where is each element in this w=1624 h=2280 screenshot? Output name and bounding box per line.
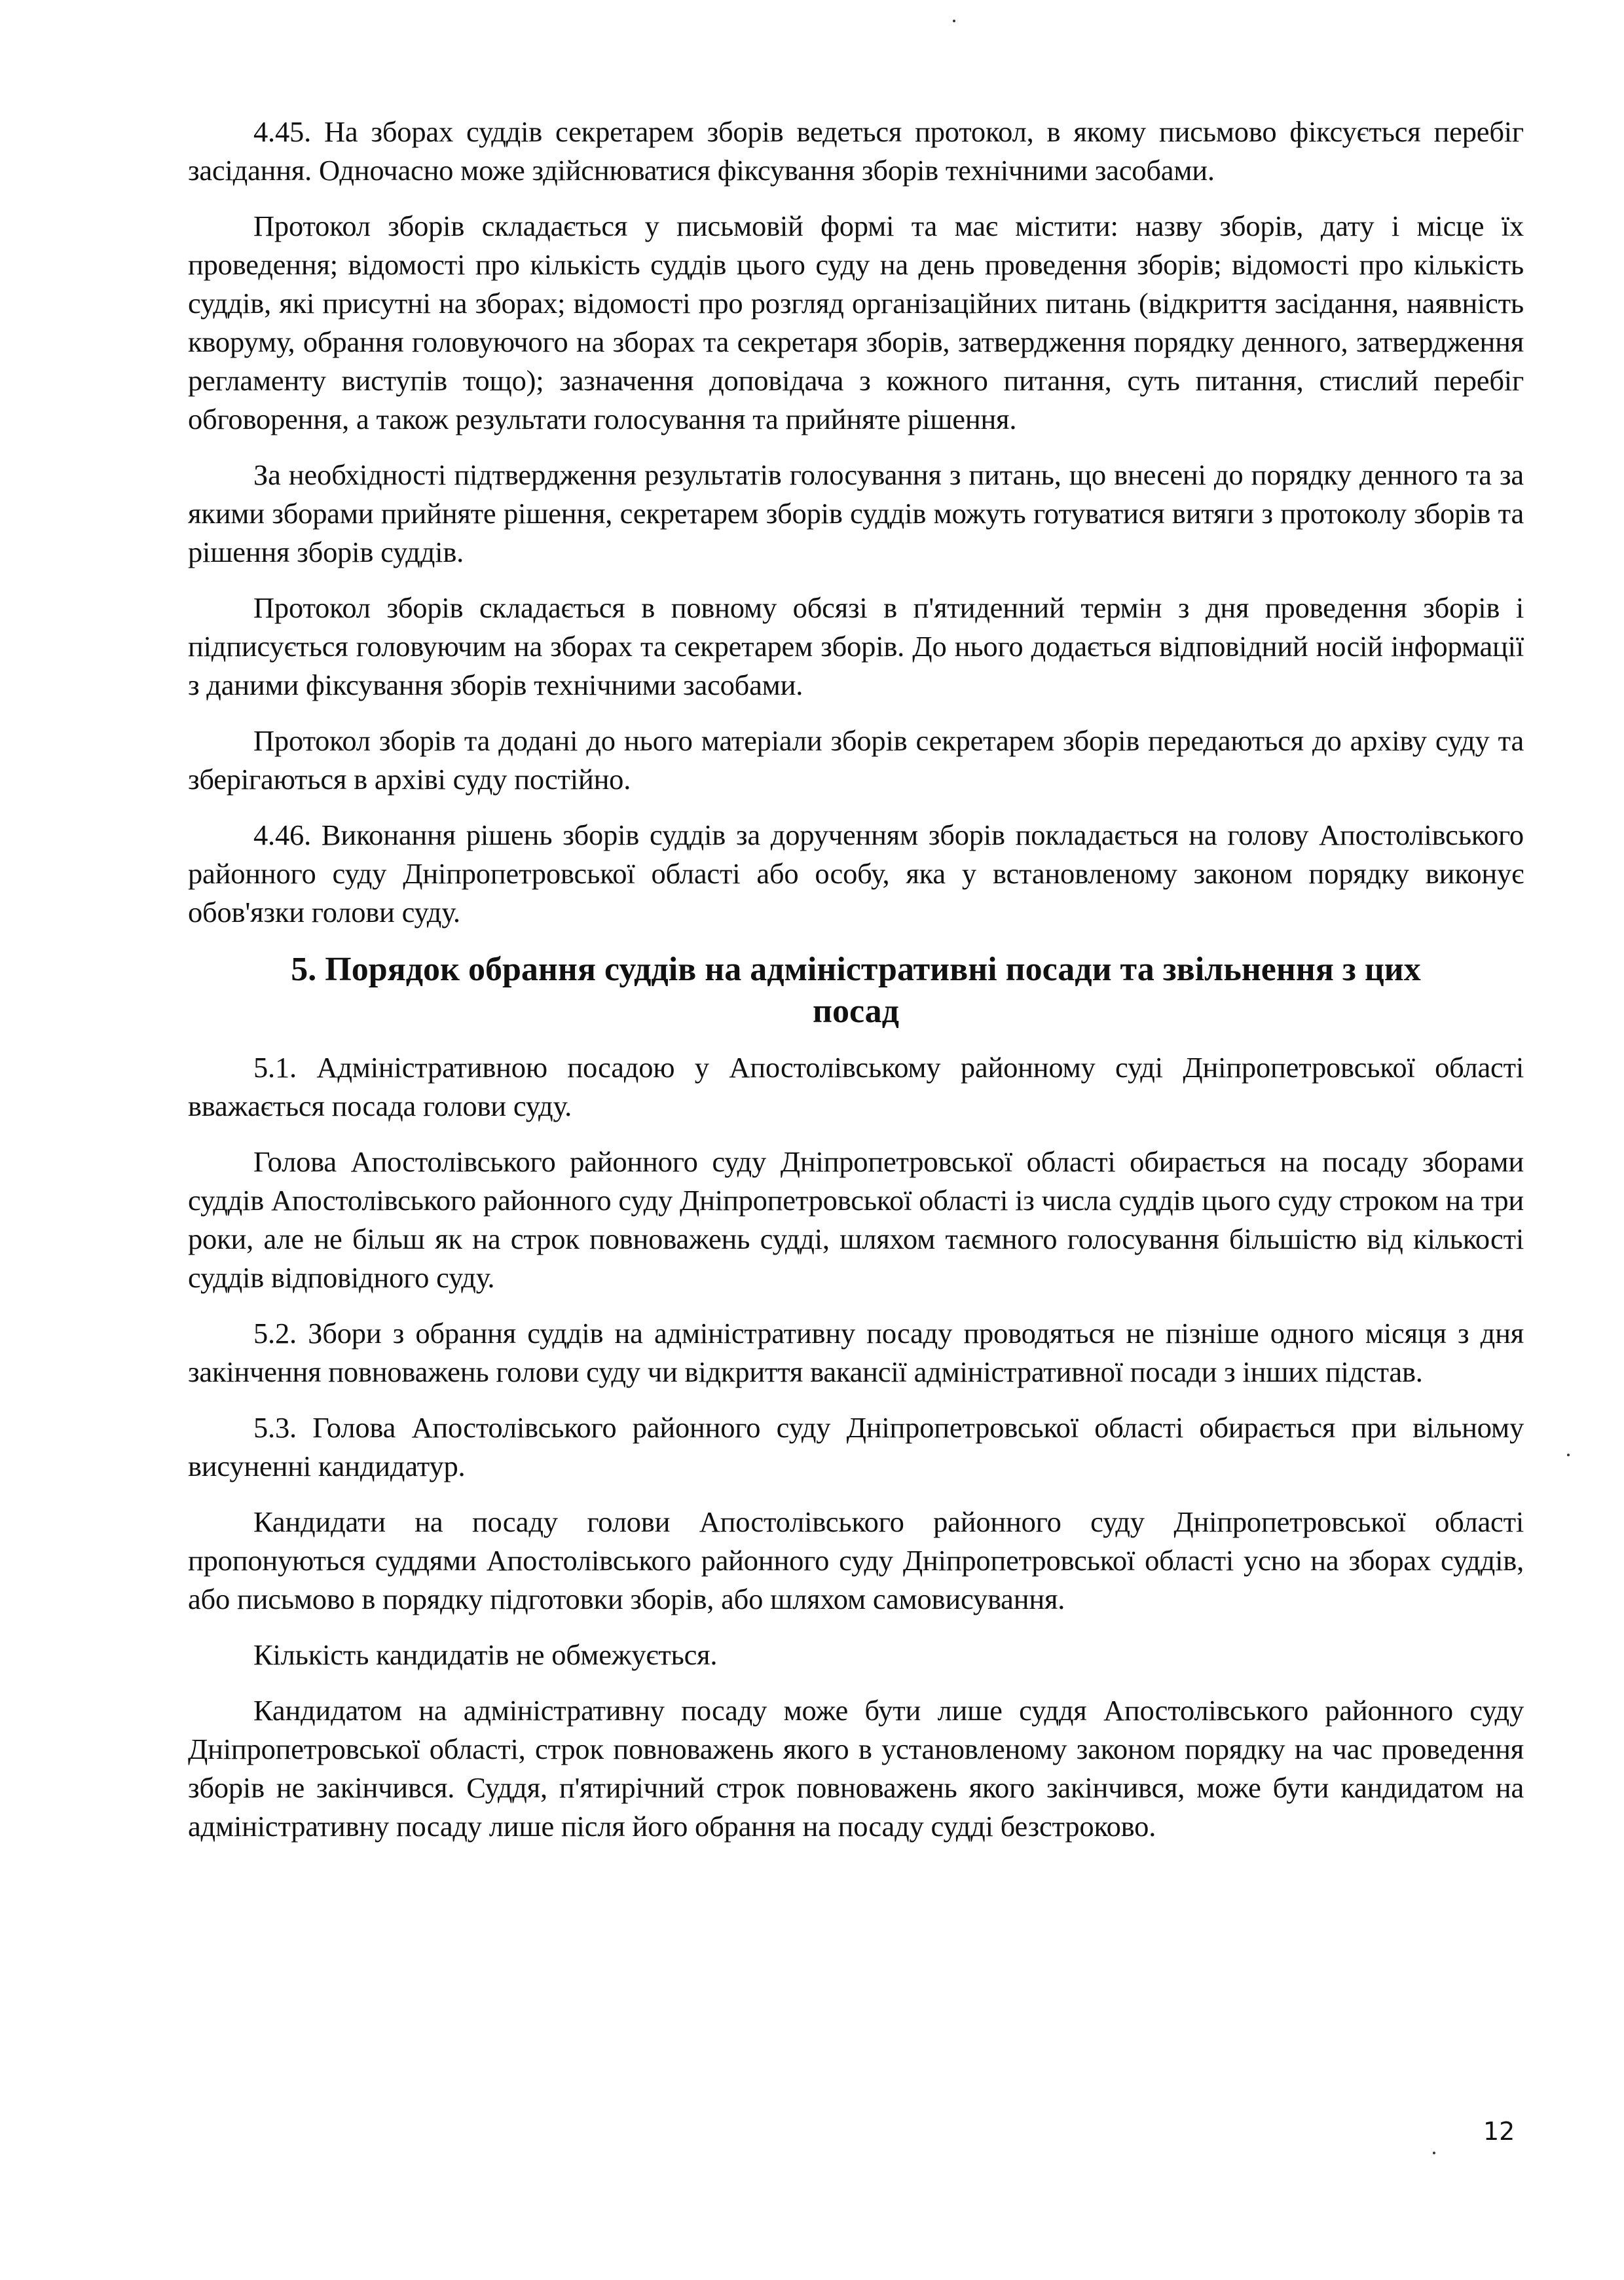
paragraph-5-3: 5.3. Голова Апостолівського районного суду Дніпропетровської області обирається при вільному висуненні кандидатур. xyxy=(188,1411,1524,1482)
paragraph-candidates-proposal: Кандидати на посаду голови Апостолівського районного суду Дніпропетровської області пропонуються суддями Апостолівського районного суду Дніпропетровської області усно на зборах суддів, або письмово в порядку підготовки зборів, або шляхом самовисування. xyxy=(188,1505,1524,1615)
paragraph-4-45: 4.45. На зборах суддів секретарем зборів ведеться протокол, в якому письмово фіксується перебіг засідання. Одночасно може здійснюватися фіксування зборів технічними засобами. xyxy=(188,115,1524,187)
paragraph-4-46: 4.46. Виконання рішень зборів суддів за дорученням зборів покладається на голову Апостолівського районного суду Дніпропетровської області або особу, яка у встановленому законом порядку виконує обов'язки голови суду. xyxy=(188,818,1524,929)
paragraph-candidates-count: Кількість кандидатів не обмежується. xyxy=(253,1638,718,1671)
paragraph-5-1: 5.1. Адміністративною посадою у Апостолівському районному суді Дніпропетровської області вважається посада голови суду. xyxy=(188,1051,1524,1122)
scan-artifact-dot xyxy=(953,20,955,22)
paragraph-head-election: Голова Апостолівського районного суду Дніпропетровської області обирається на посаду зборами суддів Апостолівського районного суду Дніпропетровської області із числа суддів цього суду строком на три роки, але не більш як на строк повноважень судді, шляхом таємного голосування більшістю від кількості суддів відповідного суду. xyxy=(188,1145,1524,1294)
paragraph-protocol-deadline: Протокол зборів складається в повному обсязі в п'ятиденний термін з дня проведення зборів і підписується головуючим на зборах та секретарем зборів. До нього додається відповідний носій інформації з даними фіксування зборів технічними засобами. xyxy=(188,591,1524,701)
paragraph-protocol-archive: Протокол зборів та додані до нього матеріали зборів секретарем зборів передаються до архіву суду та зберігаються в архіві суду постійно. xyxy=(188,724,1524,796)
scan-artifact-dot xyxy=(1433,2152,1435,2154)
paragraph-candidate-eligibility: Кандидатом на адміністративну посаду може бути лише суддя Апостолівського районного суду Дніпропетровської області, строк повноважень якого в установленому законом порядку на час проведення зборів не закінчився. Суддя, п'ятирічний строк повноважень якого закінчився, може бути кандидатом на адміністративну посаду лише після його обрання на посаду судді безстроково. xyxy=(188,1694,1524,1843)
paragraph-protocol-extracts: За необхідності підтвердження результатів голосування з питань, що внесені до порядку денного та за якими зборами прийняте рішення, секретарем зборів суддів можуть готуватися витяги з протоколу зборів та рішення зборів суддів. xyxy=(188,458,1524,568)
section-heading: 5. Порядок обрання суддів на адміністративні посади та звільнення з цих посад xyxy=(291,951,1421,1030)
scan-artifact-dot xyxy=(1567,1454,1570,1456)
paragraph-5-2: 5.2. Збори з обрання суддів на адміністративну посаду проводяться не пізніше одного місяця з дня закінчення повноважень голови суду чи відкриття вакансії адміністративної посади з інших підстав. xyxy=(188,1317,1524,1388)
page-number: 12 xyxy=(1483,2117,1515,2146)
document-page xyxy=(188,113,1524,1863)
paragraph-protocol-contents: Протокол зборів складається у письмовій формі та має містити: назву зборів, дату і місце їх проведення; відомості про кількість суддів цього суду на день проведення зборів; відомості про кількість суддів, які присутні на зборах; відомості про розгляд організаційних питань (відкриття засідання, наявність кворуму, обрання головуючого на зборах та секретаря зборів, затвердження порядку денного, затвердження регламенту виступів тощо); зазначення доповідача з кожного питання, суть питання, стислий перебіг обговорення, а також результати голосування та прийняте рішення. xyxy=(188,210,1524,435)
